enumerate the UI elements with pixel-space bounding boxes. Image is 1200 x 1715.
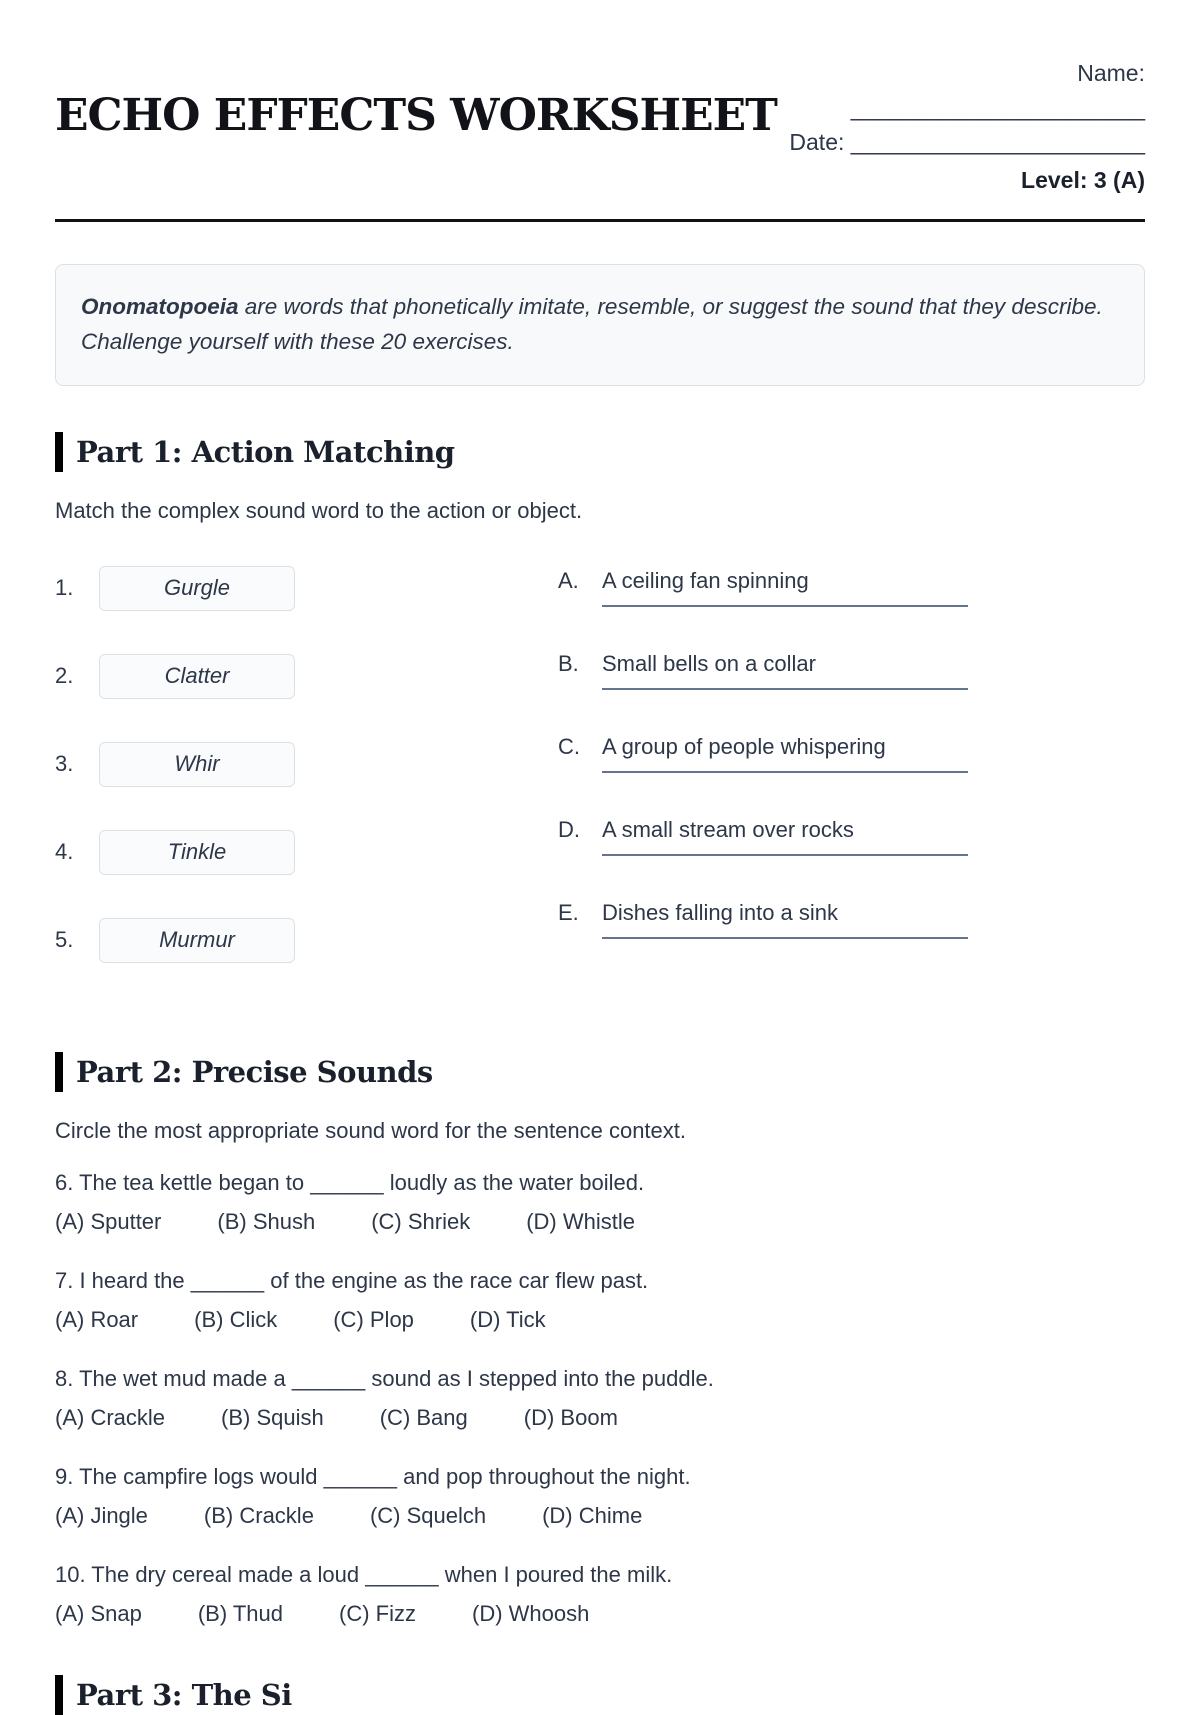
question-prompt: 6. The tea kettle began to ______ loudly as the water boiled. bbox=[55, 1169, 645, 1195]
name-line bbox=[777, 56, 1145, 125]
part2-heading bbox=[55, 1052, 1145, 1092]
page-title: ECHO EFFECTS WORKSHEET bbox=[55, 90, 777, 141]
heading-bar bbox=[55, 1675, 63, 1715]
word-column bbox=[55, 566, 558, 1006]
word-box: Tinkle bbox=[99, 830, 295, 875]
option-c: (C) Bang bbox=[379, 1404, 468, 1430]
item-number: 4. bbox=[55, 839, 74, 865]
answer-column bbox=[558, 566, 968, 1006]
option-d: (D) Tick bbox=[469, 1306, 546, 1332]
intro-text: are words that phonetically imitate, resemble, or suggest the sound that they describe. Challenge yourself with these 20 exercises. bbox=[81, 294, 1103, 354]
list-item bbox=[558, 734, 968, 773]
answer-line: A ceiling fan spinning bbox=[602, 568, 968, 607]
question-block bbox=[55, 1366, 1145, 1431]
matching-area bbox=[55, 566, 1145, 1006]
option-c: (C) Plop bbox=[333, 1306, 414, 1332]
option-d: (D) Chime bbox=[542, 1502, 643, 1528]
answer-line: Small bells on a collar bbox=[602, 651, 968, 690]
item-number: 1. bbox=[55, 575, 74, 601]
option-b: (B) Thud bbox=[197, 1600, 284, 1626]
option-a: (A) Snap bbox=[55, 1600, 142, 1626]
option-c: (C) Fizz bbox=[339, 1600, 416, 1626]
part1-heading bbox=[55, 432, 1145, 472]
option-d: (D) Whoosh bbox=[472, 1600, 590, 1626]
options-row bbox=[55, 1503, 1145, 1529]
option-b: (B) Click bbox=[194, 1306, 278, 1332]
name-label: Name: bbox=[1077, 60, 1145, 86]
item-letter: D. bbox=[558, 816, 580, 842]
level-badge: Level: 3 (A) bbox=[1021, 166, 1145, 193]
list-item bbox=[558, 817, 968, 856]
part1-instructions: Match the complex sound word to the action or object. bbox=[55, 497, 583, 523]
word-box: Murmur bbox=[99, 918, 295, 963]
item-number: 3. bbox=[55, 751, 74, 777]
part2-instructions: Circle the most appropriate sound word for the sentence context. bbox=[55, 1117, 687, 1143]
part3-title: Part 3: The Si bbox=[76, 1677, 292, 1712]
heading-bar bbox=[55, 1052, 63, 1092]
options-row bbox=[55, 1601, 1145, 1627]
list-item bbox=[55, 830, 558, 875]
option-c: (C) Squelch bbox=[369, 1502, 487, 1528]
option-a: (A) Crackle bbox=[55, 1404, 166, 1430]
option-a: (A) Sputter bbox=[55, 1208, 162, 1234]
answer-line: Dishes falling into a sink bbox=[602, 900, 968, 939]
word-box: Clatter bbox=[99, 654, 295, 699]
answer-line: A group of people whispering bbox=[602, 734, 968, 773]
list-item bbox=[55, 566, 558, 611]
header-meta bbox=[777, 56, 1145, 197]
list-item bbox=[558, 900, 968, 939]
question-block bbox=[55, 1464, 1145, 1529]
list-item bbox=[558, 568, 968, 607]
heading-bar bbox=[55, 432, 63, 472]
answer-line: A small stream over rocks bbox=[602, 817, 968, 856]
option-d: (D) Whistle bbox=[526, 1208, 635, 1234]
part3-heading bbox=[55, 1675, 1145, 1715]
option-b: (B) Shush bbox=[217, 1208, 316, 1234]
list-item bbox=[55, 654, 558, 699]
intro-box bbox=[55, 264, 1145, 386]
date-blank: _______________________ bbox=[850, 129, 1145, 155]
option-c: (C) Shriek bbox=[371, 1208, 471, 1234]
list-item bbox=[55, 742, 558, 787]
date-line bbox=[777, 125, 1145, 160]
options-row bbox=[55, 1209, 1145, 1235]
question-block bbox=[55, 1562, 1145, 1627]
question-prompt: 10. The dry cereal made a loud ______ when I poured the milk. bbox=[55, 1561, 673, 1587]
word-box: Gurgle bbox=[99, 566, 295, 611]
item-letter: C. bbox=[558, 733, 580, 759]
option-a: (A) Jingle bbox=[55, 1502, 148, 1528]
word-box: Whir bbox=[99, 742, 295, 787]
list-item bbox=[558, 651, 968, 690]
question-block bbox=[55, 1170, 1145, 1235]
option-b: (B) Crackle bbox=[203, 1502, 314, 1528]
question-block bbox=[55, 1268, 1145, 1333]
option-d: (D) Boom bbox=[523, 1404, 618, 1430]
question-prompt: 8. The wet mud made a ______ sound as I stepped into the puddle. bbox=[55, 1365, 714, 1391]
item-letter: B. bbox=[558, 650, 579, 676]
header-rule bbox=[55, 219, 1145, 222]
item-number: 2. bbox=[55, 663, 74, 689]
header bbox=[55, 56, 1145, 197]
part2-title: Part 2: Precise Sounds bbox=[76, 1054, 433, 1089]
question-prompt: 9. The campfire logs would ______ and pop throughout the night. bbox=[55, 1463, 691, 1489]
part3-section bbox=[55, 1675, 1145, 1715]
date-label: Date: bbox=[789, 129, 845, 155]
options-row bbox=[55, 1307, 1145, 1333]
name-blank: _______________________ bbox=[850, 94, 1145, 121]
list-item bbox=[55, 918, 558, 963]
question-prompt: 7. I heard the ______ of the engine as the race car flew past. bbox=[55, 1267, 649, 1293]
item-letter: E. bbox=[558, 899, 579, 925]
part1-section bbox=[55, 432, 1145, 1006]
item-letter: A. bbox=[558, 567, 579, 593]
part1-title: Part 1: Action Matching bbox=[76, 434, 455, 469]
part2-section bbox=[55, 1052, 1145, 1627]
intro-term: Onomatopoeia bbox=[81, 294, 239, 319]
option-a: (A) Roar bbox=[55, 1306, 139, 1332]
item-number: 5. bbox=[55, 927, 74, 953]
questions-list bbox=[55, 1170, 1145, 1627]
options-row bbox=[55, 1405, 1145, 1431]
option-b: (B) Squish bbox=[221, 1404, 324, 1430]
